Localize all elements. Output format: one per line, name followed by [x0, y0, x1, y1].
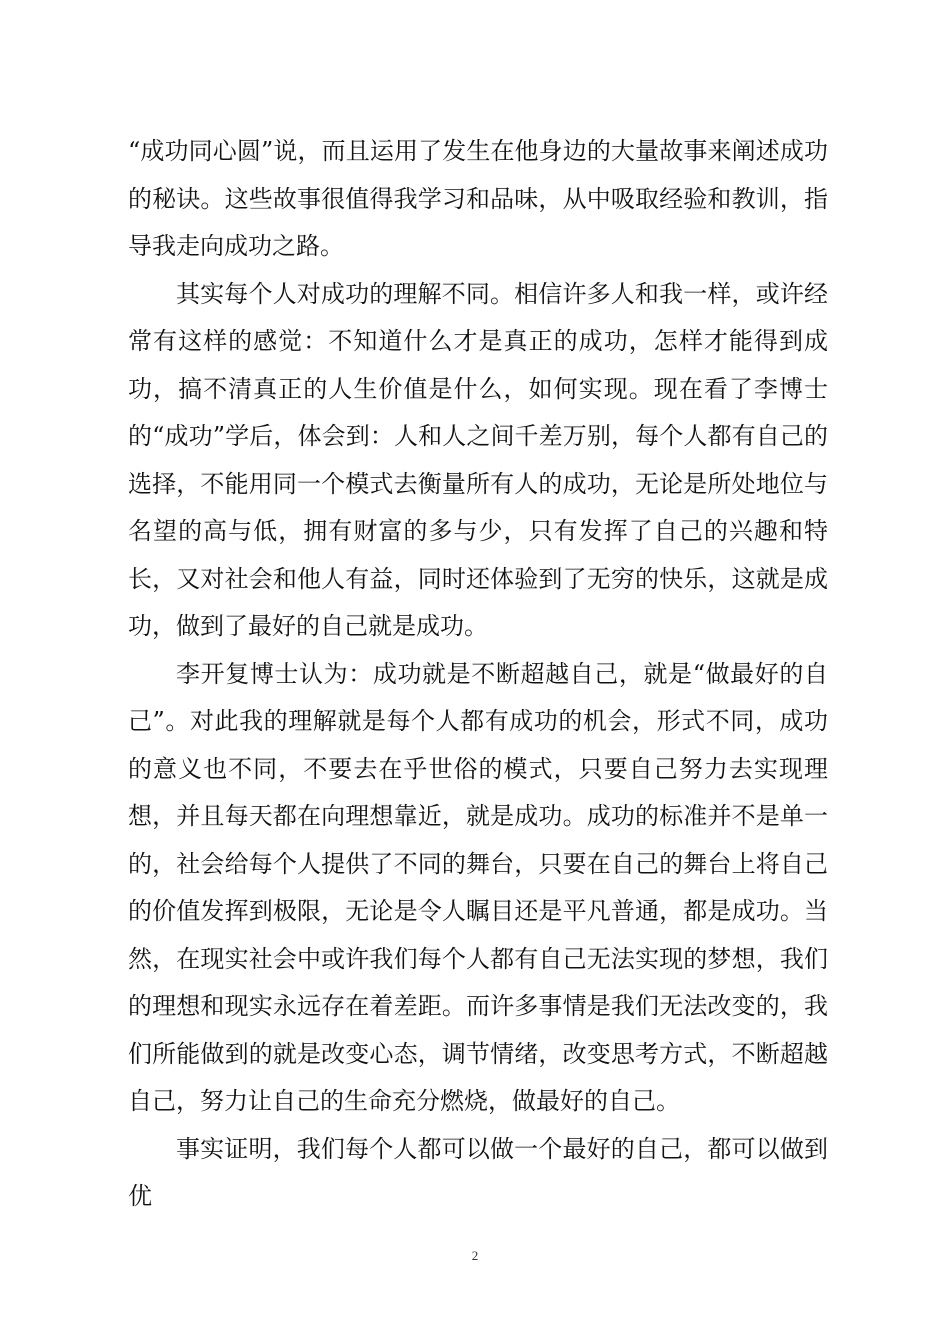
paragraph-continuation: “成功同心圆”说，而且运用了发生在他身边的大量故事来阐述成功的秘诀。这些故事很值得我学习和品味，从中吸取经验和教训，指导我走向成功之路。: [128, 137, 828, 260]
page-number: 2: [471, 1248, 479, 1263]
document-body: [128, 128, 828, 1221]
paragraph-dr-li-view: 李开复博士认为：成功就是不断超越自己，就是“做最好的自己”。对此我的理解就是每个人都有成功的机会，形式不同，成功的意义也不同，不要去在乎世俗的模式，只要自己努力去实现理想，并且每天都在向理想靠近，就是成功。成功的标准并不是单一的，社会给每个人提供了不同的舞台，只要在自己的舞台上将自己的价值发挥到极限，无论是令人瞩目还是平凡普通，都是成功。当然，在现实社会中或许我们每个人都有自己无法实现的梦想，我们的理想和现实永远存在着差距。而许多事情是我们无法改变的，我们所能做到的就是改变心态，调节情绪，改变思考方式，不断超越自己，努力让自己的生命充分燃烧，做最好的自己。: [128, 659, 828, 1115]
paragraph-understanding-of-success: 其实每个人对成功的理解不同。相信许多人和我一样，或许经常有这样的感觉：不知道什么才是真正的成功，怎样才能得到成功，搞不清真正的人生价值是什么，如何实现。现在看了李博士的“成功”学后，体会到：人和人之间千差万别，每个人都有自己的选择，不能用同一个模式去衡量所有人的成功，无论是所处地位与名望的高与低，拥有财富的多与少，只有发挥了自己的兴趣和特长，又对社会和他人有益，同时还体验到了无穷的快乐，这就是成功，做到了最好的自己就是成功。: [128, 279, 828, 640]
paragraph-facts-prove: 事实证明，我们每个人都可以做一个最好的自己，都可以做到优: [128, 1134, 828, 1210]
